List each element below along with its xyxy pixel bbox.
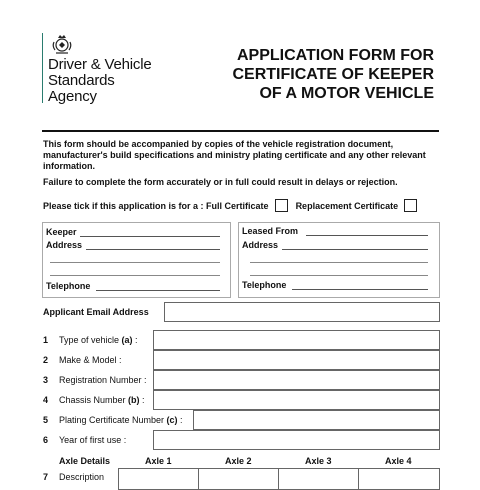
row-number: 4 — [43, 395, 49, 405]
keeper-address-field-1[interactable] — [86, 249, 220, 250]
leased-telephone-label: Telephone — [242, 280, 287, 290]
make-model-field[interactable] — [153, 350, 440, 370]
replacement-certificate-label: Replacement Certificate — [295, 200, 399, 211]
agency-line-2: Standards — [48, 72, 115, 89]
year-first-use-label: Year of first use : — [59, 435, 127, 445]
logo-divider — [42, 33, 43, 103]
chassis-number-field[interactable] — [153, 390, 440, 410]
replacement-certificate-checkbox[interactable] — [404, 199, 417, 212]
intro-text: This form should be accompanied by copies of the vehicle registration document, manufacturer's build specifications and ministry plating certificate and any other relevant information. — [43, 139, 426, 171]
axle-description-label: Description — [59, 472, 105, 482]
row-number: 2 — [43, 355, 49, 365]
keeper-address-field-3[interactable] — [50, 275, 220, 276]
axle-3-description-field[interactable] — [278, 468, 360, 490]
leased-address-field-2[interactable] — [250, 262, 428, 263]
certificate-type-row — [43, 199, 417, 212]
row-number: 7 — [43, 472, 49, 482]
vehicle-type-label: Type of vehicle (a) : — [59, 335, 138, 345]
registration-number-field[interactable] — [153, 370, 440, 390]
registration-number-label: Registration Number : — [59, 375, 147, 385]
leased-from-label: Leased From — [242, 226, 299, 236]
plating-certificate-label: Plating Certificate Number (c) : — [59, 415, 183, 425]
plating-certificate-field[interactable] — [193, 410, 440, 430]
keeper-telephone-field[interactable] — [96, 290, 220, 291]
keeper-field[interactable] — [80, 236, 220, 237]
make-model-label: Make & Model : — [59, 355, 122, 365]
certificate-type-prompt: Please tick if this application is for a : Full Certificate — [43, 200, 269, 211]
header-rule — [42, 130, 439, 132]
title-line-2: CERTIFICATE OF KEEPER — [232, 66, 434, 83]
leased-from-field[interactable] — [306, 235, 428, 236]
vehicle-type-field[interactable] — [153, 330, 440, 350]
failure-warning: Failure to complete the form accurately or in full could result in delays or rejection. — [43, 177, 398, 187]
keeper-address-label: Address — [46, 240, 83, 250]
agency-line-1: Driver & Vehicle — [48, 56, 152, 73]
royal-crest-icon — [50, 32, 74, 56]
leased-telephone-field[interactable] — [292, 289, 428, 290]
title-line-1: APPLICATION FORM FOR — [236, 47, 434, 64]
agency-name — [48, 57, 152, 105]
email-field[interactable] — [164, 302, 440, 322]
axle-3-heading: Axle 3 — [305, 456, 332, 466]
leased-address-field-3[interactable] — [250, 275, 428, 276]
email-label: Applicant Email Address — [43, 307, 149, 317]
axle-4-description-field[interactable] — [358, 468, 440, 490]
agency-line-3: Agency — [48, 88, 97, 105]
row-number: 6 — [43, 435, 49, 445]
chassis-number-label: Chassis Number (b) : — [59, 395, 145, 405]
row-number: 3 — [43, 375, 49, 385]
axle-2-description-field[interactable] — [198, 468, 280, 490]
axle-details-heading: Axle Details — [59, 456, 111, 466]
axle-1-heading: Axle 1 — [145, 456, 172, 466]
keeper-label: Keeper — [46, 227, 77, 237]
row-number: 1 — [43, 335, 49, 345]
axle-4-heading: Axle 4 — [385, 456, 412, 466]
full-certificate-checkbox[interactable] — [275, 199, 288, 212]
leased-address-label: Address — [242, 240, 279, 250]
keeper-address-field-2[interactable] — [50, 262, 220, 263]
axle-1-description-field[interactable] — [118, 468, 200, 490]
keeper-telephone-label: Telephone — [46, 281, 91, 291]
page-title — [233, 46, 435, 103]
title-line-3: OF A MOTOR VEHICLE — [259, 85, 434, 102]
year-first-use-field[interactable] — [153, 430, 440, 450]
axle-2-heading: Axle 2 — [225, 456, 252, 466]
row-number: 5 — [43, 415, 49, 425]
leased-address-field-1[interactable] — [282, 249, 428, 250]
